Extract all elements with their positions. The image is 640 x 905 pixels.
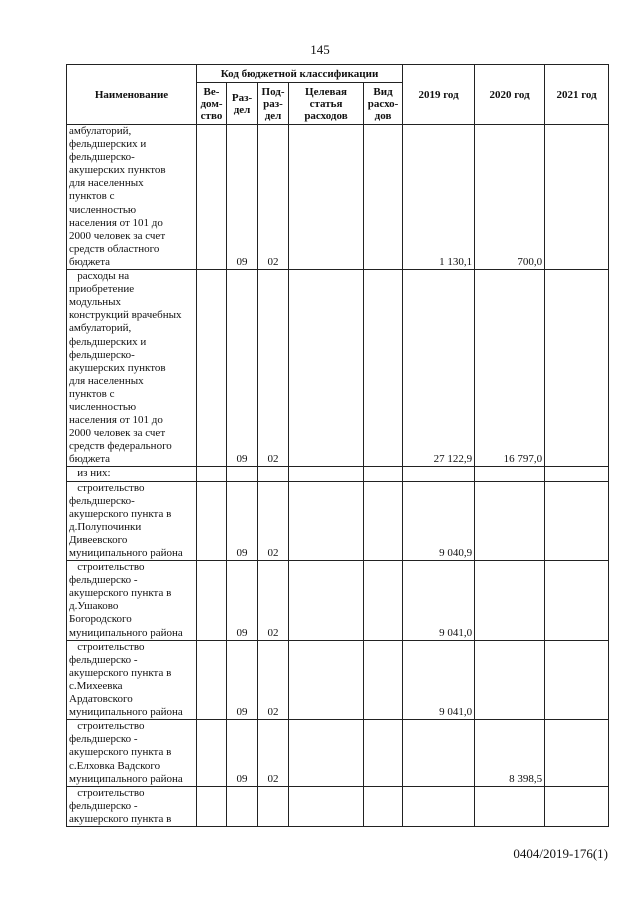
cell-y2019: 9 040,9 — [403, 481, 475, 561]
cell-podrazdel: 02 — [258, 561, 289, 641]
cell-y2019 — [403, 786, 475, 826]
cell-y2019 — [403, 467, 475, 481]
cell-y2019: 1 130,1 — [403, 125, 475, 270]
cell-y2020: 16 797,0 — [475, 270, 545, 467]
cell-vedomstvo — [197, 786, 227, 826]
row-name: строительство фельдшерско - акушерского пункта в — [67, 786, 197, 826]
header-razdel: Раз- дел — [227, 83, 258, 125]
cell-vid — [364, 270, 403, 467]
row-name: амбулаторий, фельдшерских и фельдшерско- акушерских пунктов для населенных пунктов с численностью населения от 101 до 2000 человек за счет средств областного бюджета — [67, 125, 197, 270]
table-row — [67, 481, 609, 561]
row-name: строительство фельдшерско - акушерского пункта в с.Елховка Вадского муниципального района — [67, 720, 197, 786]
row-name: строительство фельдшерско - акушерского пункта в с.Михеевка Ардатовского муниципального района — [67, 640, 197, 720]
cell-article — [289, 640, 364, 720]
cell-razdel: 09 — [227, 481, 258, 561]
header-code-group: Код бюджетной классификации — [197, 65, 403, 83]
cell-y2021 — [545, 125, 609, 270]
document-code: 0404/2019-176(1) — [513, 846, 608, 861]
header-vid: Вид расхо- дов — [364, 83, 403, 125]
cell-vedomstvo — [197, 561, 227, 641]
cell-podrazdel: 02 — [258, 125, 289, 270]
header-2021: 2021 год — [545, 65, 609, 125]
table-row — [67, 125, 609, 270]
cell-razdel: 09 — [227, 270, 258, 467]
cell-razdel — [227, 786, 258, 826]
cell-vid — [364, 125, 403, 270]
cell-y2021 — [545, 786, 609, 826]
cell-article — [289, 270, 364, 467]
page-number: 145 — [310, 42, 330, 57]
cell-razdel: 09 — [227, 561, 258, 641]
cell-vedomstvo — [197, 270, 227, 467]
cell-podrazdel: 02 — [258, 270, 289, 467]
row-name: расходы на приобретение модульных конструкций врачебных амбулаторий, фельдшерских и фельдшерско- акушерских пунктов для населенных пунктов с численностью населения от 101 до 2000 человек за счет средств федерального бюджета — [67, 270, 197, 467]
cell-y2021 — [545, 481, 609, 561]
cell-y2021 — [545, 640, 609, 720]
cell-vedomstvo — [197, 481, 227, 561]
cell-razdel: 09 — [227, 125, 258, 270]
row-name: из них: — [67, 467, 197, 481]
cell-y2020: 8 398,5 — [475, 720, 545, 786]
cell-article — [289, 481, 364, 561]
header-vedomstvo: Ве- дом- ство — [197, 83, 227, 125]
cell-y2020 — [475, 481, 545, 561]
cell-razdel: 09 — [227, 720, 258, 786]
cell-vid — [364, 561, 403, 641]
table-row — [67, 467, 609, 481]
cell-vid — [364, 467, 403, 481]
cell-article — [289, 720, 364, 786]
cell-razdel: 09 — [227, 640, 258, 720]
table-row — [67, 720, 609, 786]
cell-vid — [364, 481, 403, 561]
header-2019: 2019 год — [403, 65, 475, 125]
cell-y2019 — [403, 720, 475, 786]
budget-table — [66, 64, 609, 827]
header-2020: 2020 год — [475, 65, 545, 125]
header-article: Целевая статья расходов — [289, 83, 364, 125]
cell-y2020: 700,0 — [475, 125, 545, 270]
cell-vid — [364, 720, 403, 786]
header-podrazdel: Под- раз- дел — [258, 83, 289, 125]
cell-podrazdel — [258, 786, 289, 826]
cell-y2020 — [475, 640, 545, 720]
cell-y2021 — [545, 561, 609, 641]
table-row — [67, 640, 609, 720]
cell-vedomstvo — [197, 467, 227, 481]
cell-y2021 — [545, 270, 609, 467]
row-name: строительство фельдшерско - акушерского пункта в д.Ушаково Богородского муниципального района — [67, 561, 197, 641]
cell-vedomstvo — [197, 720, 227, 786]
cell-y2019: 9 041,0 — [403, 561, 475, 641]
cell-article — [289, 786, 364, 826]
cell-vedomstvo — [197, 125, 227, 270]
cell-podrazdel — [258, 467, 289, 481]
row-name: строительство фельдшерско- акушерского пункта в д.Полупочинки Дивеевского муниципального района — [67, 481, 197, 561]
table-row — [67, 786, 609, 826]
cell-y2020 — [475, 786, 545, 826]
table-row — [67, 270, 609, 467]
cell-razdel — [227, 467, 258, 481]
cell-y2020 — [475, 561, 545, 641]
cell-podrazdel: 02 — [258, 720, 289, 786]
cell-article — [289, 561, 364, 641]
cell-y2019: 9 041,0 — [403, 640, 475, 720]
cell-podrazdel: 02 — [258, 481, 289, 561]
cell-vedomstvo — [197, 640, 227, 720]
cell-y2021 — [545, 467, 609, 481]
cell-podrazdel: 02 — [258, 640, 289, 720]
cell-y2020 — [475, 467, 545, 481]
cell-y2019: 27 122,9 — [403, 270, 475, 467]
cell-vid — [364, 786, 403, 826]
table-body — [67, 125, 609, 827]
cell-y2021 — [545, 720, 609, 786]
header-name: Наименование — [67, 65, 197, 125]
table-row — [67, 561, 609, 641]
cell-article — [289, 467, 364, 481]
cell-vid — [364, 640, 403, 720]
cell-article — [289, 125, 364, 270]
